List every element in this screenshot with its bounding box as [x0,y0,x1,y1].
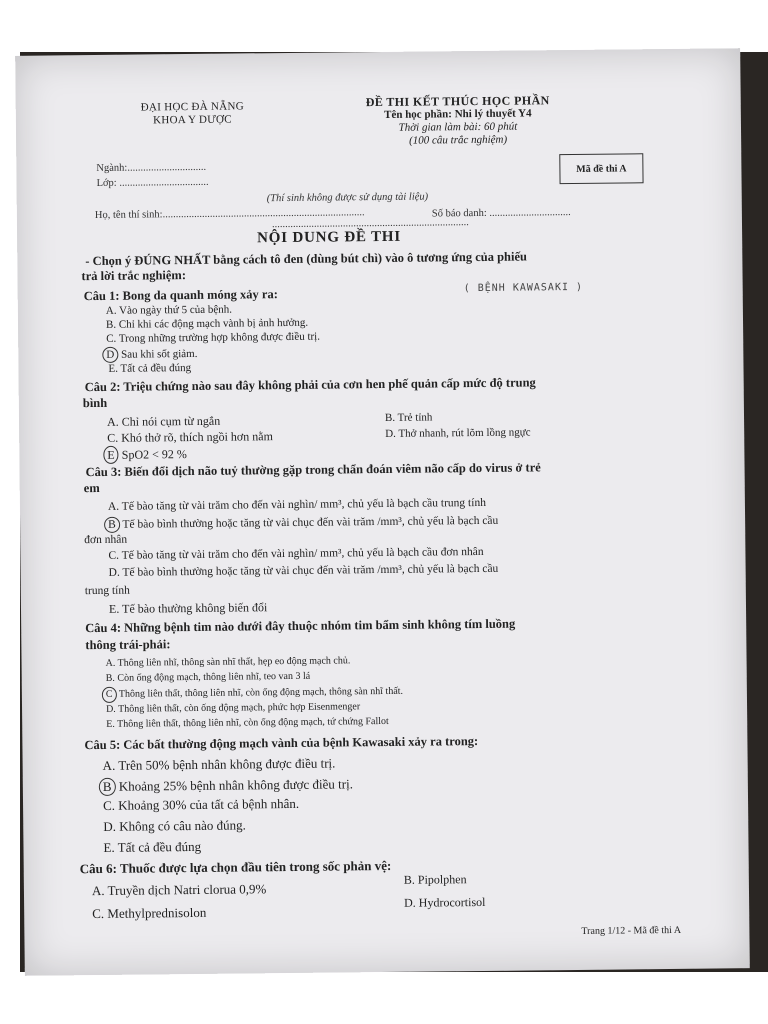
q2-option-e-text: SpO2 < 92 % [121,447,187,462]
q3-option-b-cont: đơn nhân [84,533,128,547]
q5-stem: Câu 5: Các bất thường động mạch vành của bệnh Kawasaki xảy ra trong: [84,734,479,753]
question-count: (100 câu trắc nghiệm) [409,133,508,147]
q3-option-d-cont: trung tính [84,584,130,598]
q6-option-a: A. Truyền dịch Natri clorua 0,9% [91,881,267,899]
page-title: NỘI DUNG ĐỀ THI [257,228,402,247]
q1-option-c: C. Trong những trường hợp không được điều trị. [106,330,321,345]
handwritten-note: ( BỆNH KAWASAKI ) [463,281,584,295]
exam-header [366,94,551,148]
q3-stem-2: em [83,480,100,496]
q4-stem-1: Câu 4: Những bệnh tim nào dưới đây thuộc nhóm tim bẩm sinh không tím luồng [85,616,516,636]
q6-option-c: C. Methylprednisolon [92,904,207,922]
q3-option-a: A. Tế bào tăng từ vài trăm cho đến vài nghìn/ mm³, chủ yếu là bạch cầu trung tính [107,496,486,513]
major-field: Ngành:.............................. [96,161,207,174]
q2-option-c: C. Khó thở rõ, thích ngồi hơn nằm [107,429,273,445]
q4-option-d: D. Thông liên thất, còn ống động mạch, phức hợp Eisenmenger [105,701,361,715]
q4-option-b: B. Còn ống động mạch, thông liên nhĩ, teo van 3 lá [105,670,311,684]
photo-border-top [0,0,768,52]
exam-duration: Thời gian làm bài: 60 phút [398,120,518,134]
photo-border-bottom [0,972,768,1024]
answer-circle: B [99,778,116,796]
school-header [141,100,244,127]
q6-option-d: D. Hydrocortisol [404,894,486,910]
q4-option-e: E. Thông liên thất, thông liên nhĩ, còn ống động mạch, tứ chứng Fallot [106,715,389,730]
q3-option-c: C. Tế bào tăng từ vài trăm cho đến vài nghìn/ mm³, chủ yếu là bạch cầu đơn nhân [108,545,484,562]
course-name: Tên học phần: Nhi lý thuyết Y4 [384,107,532,121]
q6-stem: Câu 6: Thuốc được lựa chọn đầu tiên trong sốc phản vệ: [79,857,392,877]
q2-stem-1: Câu 2: Triệu chứng nào sau đây không phải của cơn hen phế quản cấp mức độ trung [84,375,536,395]
q5-option-e: E. Tất cả đều đúng [103,838,202,855]
exam-title: ĐỀ THI KẾT THÚC HỌC PHẦN [365,93,550,110]
q1-option-a: A. Vào ngày thứ 5 của bệnh. [105,303,233,317]
q2-option-e [107,445,187,464]
q2-option-b: B. Trẻ tỉnh [384,411,433,424]
student-name-field: Họ, tên thí sinh:............................................................................. [94,207,365,221]
faculty-name: KHOA Y DƯỢC [152,113,232,127]
q1-option-d-text: Sau khi sốt giảm. [120,347,198,361]
exam-code-box: Mã đề thi A [559,153,643,184]
q3-option-d: D. Tế bào bình thường hoặc tăng từ vài chục đến vài trăm /mm³, chủ yếu là bạch cầu [108,562,499,579]
q5-option-b [103,775,353,796]
q3-option-b [108,513,498,533]
exam-paper [15,48,750,976]
no-materials-note: (Thí sinh không được sử dụng tài liệu) [266,191,429,205]
q2-option-d: D. Thở nhanh, rút lõm lồng ngực [385,426,531,440]
class-field: Lớp: .................................. [96,176,209,189]
q3-option-e: E. Tế bào thường không biến đổi [108,600,268,616]
university-name: ĐẠI HỌC ĐÀ NẴNG [140,100,245,114]
q5-option-d: D. Không có câu nào đúng. [103,817,246,834]
q5-option-a: A. Trên 50% bệnh nhân không được điều trị. [102,755,336,773]
q5-option-c: C. Khoảng 30% của tất cả bệnh nhân. [102,795,300,813]
q5-option-b-text: Khoảng 25% bệnh nhân không được điều trị. [118,776,354,794]
q2-option-a: A. Chỉ nói cụm từ ngắn [106,413,221,429]
answer-circle: E [103,446,119,464]
q6-option-b: B. Pipolphen [403,872,467,887]
answer-circle: D [102,347,118,363]
q4-option-a: A. Thông liên nhĩ, thông sàn nhĩ thất, hẹp eo động mạch chủ. [105,655,351,669]
answer-circle: C [102,687,117,703]
q4-stem-2: thông trái-phải: [85,637,171,653]
page-footer: Trang 1/12 - Mã đề thi A [581,924,682,937]
candidate-number-field: Số báo danh: ............................... [431,207,571,220]
q2-stem-2: bình [82,395,108,411]
answer-circle: B [104,517,120,533]
instruction-line-2: trả lời trắc nghiệm: [81,268,187,284]
q4-option-c-text: Thông liên thất, thông liên nhĩ, còn ống động mạch, thông sàn nhĩ thất. [118,685,404,700]
q1-option-e: E. Tất cả đều đúng [108,361,192,375]
q3-option-b-text: Tế bào bình thường hoặc tăng từ vài chục đến vài trăm /mm³, chủ yếu là bạch cầu [122,514,499,531]
q3-stem-1: Câu 3: Biến đổi dịch não tuỷ thường gặp trong chẩn đoán viêm não cấp do virus ở trẻ [85,460,541,480]
q1-option-b: B. Chỉ khi các động mạch vành bị ảnh hưởng. [105,316,309,331]
dotted-line: ........................................................................... [271,217,469,231]
q1-stem: Câu 1: Bong da quanh móng xảy ra: [83,287,278,304]
instruction-line-1: - Chọn ý ĐÚNG NHẤT bằng cách tô đen (dùng bút chì) vào ô tương ứng của phiếu [85,249,527,269]
